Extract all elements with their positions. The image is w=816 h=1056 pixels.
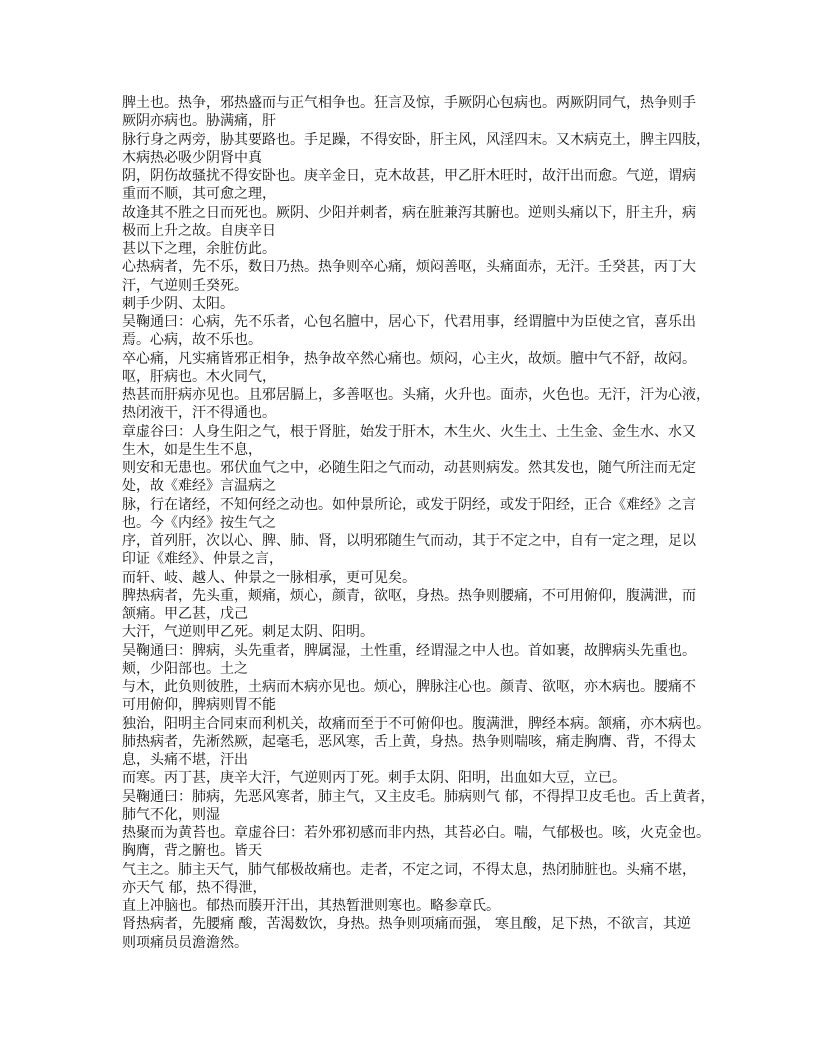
text-line: 热聚而为黄苔也。章虚谷曰：若外邪初感而非内热，其苔必白。喘，气郁极也。咳，火克金也。 xyxy=(122,825,710,841)
text-line: 卒心痛，凡实痛皆邪正相争，热争故卒然心痛也。烦闷，心主火，故烦。膻中气不舒，故闷。 xyxy=(122,350,696,367)
text-line: 亦天气 郁，热不得泄， xyxy=(122,879,267,896)
text-line: 可用俯仰，脾病则胃不能 xyxy=(122,697,276,714)
text-line: 序，首列肝，次以心、脾、肺、肾，以明邪随生气而动，其于不定之中，自有一定之理，足以 xyxy=(122,533,696,549)
text-line: 胸膺，背之腑也。皆天 xyxy=(122,843,262,860)
text-line: 热甚而肝病亦见也。且邪居膈上，多善呕也。头痛，火升也。面赤，火色也。无汗，汗为心液， xyxy=(122,387,710,403)
text-line: 肾热病者，先腰痛 酸，苦渴数饮，身热。热争则项痛而强， 寒且酸，足下热，不欲言，其逆 xyxy=(122,916,691,933)
document-body xyxy=(122,94,715,952)
text-line: 颊，少阳部也。土之 xyxy=(122,660,248,677)
text-line: 生木，如是生生不息， xyxy=(122,441,262,458)
text-line: 则安和无患也。邪伏血气之中，必随生阳之气而动，动甚则病发。然其发也，随气所注而无定 xyxy=(122,460,696,476)
text-line: 吴鞠通曰：心病，先不乐者，心包名膻中，居心下，代君用事，经谓膻中为臣使之官，喜乐出 xyxy=(122,314,696,330)
text-line: 汗，气逆则壬癸死。 xyxy=(122,277,248,294)
text-line: 脉，行在诸经，不知何经之动也。如仲景所论，或发于阴经，或发于阳经，正合《难经》之言 xyxy=(122,496,696,513)
text-line: 肺热病者，先淅然厥，起毫毛，恶风寒，舌上黄，身热。热争则喘咳，痛走胸膺、背，不得太 xyxy=(122,733,696,750)
text-line: 故逢其不胜之日而死也。厥阴、少阳并刺者，病在脏兼泻其腑也。逆则头痛以下，肝主升，病 xyxy=(122,204,696,221)
text-line: 重而不顺，其可愈之理， xyxy=(122,186,276,203)
text-line: 而轩、岐、越人、仲景之一脉相承，更可见矣。 xyxy=(122,569,416,586)
text-line: 肺气不化，则湿 xyxy=(122,806,220,823)
text-line: 阴，阴伤故骚扰不得安卧也。庚辛金日，克木故甚，甲乙肝木旺时，故汗出而愈。气逆，谓病 xyxy=(122,168,696,184)
text-line: 大汗，气逆则甲乙死。刺足太阴、阳明。 xyxy=(122,624,374,641)
text-line: 息，头痛不堪，汗出 xyxy=(122,752,248,768)
text-line: 印证《难经》、仲景之言， xyxy=(122,551,283,568)
text-line: 独治，阳明主合同束而利机关，故痛而至于不可俯仰也。腹满泄，脾经本病。颔痛，亦木病也。 xyxy=(122,715,710,732)
text-line: 则项痛员员澹澹然。 xyxy=(122,934,248,951)
text-line: 气主之。肺主天气，肺气郁极故痛也。走者，不定之词，不得太息，热闭肺脏也。头痛不堪， xyxy=(122,861,696,878)
text-line: 木病热必吸少阴肾中真 xyxy=(122,149,262,166)
text-line: 脾热病者，先头重，颊痛，烦心，颜青，欲呕，身热。热争则腰痛，不可用俯仰，腹满泄，而 xyxy=(122,587,696,604)
text-line: 也。今《内经》按生气之 xyxy=(122,514,276,531)
text-line: 脉行身之两旁，胁其要路也。手足躁，不得安卧，肝主风，风淫四末。又木病克土，脾主四肢， xyxy=(122,131,710,148)
text-line: 吴鞠通曰：肺病，先恶风寒者，肺主气，又主皮毛。肺病则气 郁，不得捍卫皮毛也。舌上黄者， xyxy=(122,788,715,805)
text-line: 与木，此负则彼胜，土病而木病亦见也。烦心，脾脉注心也。颜青、欲呕，亦木病也。腰痛不 xyxy=(122,679,696,695)
text-line: 章虚谷曰：人身生阳之气，根于肾脏，始发于肝木，木生火、火生土、土生金、金生水、水又 xyxy=(122,423,696,440)
text-line: 心热病者，先不乐，数日乃热。热争则卒心痛，烦闷善呕，头痛面赤，无汗。壬癸甚，丙丁大 xyxy=(122,259,696,276)
text-line: 热闭液干，汗不得通也。 xyxy=(122,405,276,422)
text-line: 颔痛。甲乙甚，戊己 xyxy=(122,606,248,622)
text-line: 极而上升之故。自庚辛日 xyxy=(122,222,276,239)
text-line: 处，故《难经》言温病之 xyxy=(122,478,276,495)
text-line: 脾土也。热争，邪热盛而与正气相争也。狂言及惊，手厥阴心包病也。两厥阴同气，热争则手 xyxy=(122,95,696,111)
text-line: 呕，肝病也。木火同气， xyxy=(122,368,276,385)
text-line: 吴鞠通曰：脾病，头先重者，脾属湿，土性重，经谓湿之中人也。首如裹，故脾病头先重也。 xyxy=(122,642,696,659)
text-line: 直上冲脑也。郁热而腠开汗出，其热暂泄则寒也。略参章氏。 xyxy=(122,898,500,914)
text-line: 焉。心病，故不乐也。 xyxy=(122,332,262,349)
text-line: 厥阴亦病也。胁满痛，肝 xyxy=(122,113,276,130)
text-line: 刺手少阴、太阳。 xyxy=(122,295,234,312)
text-line: 而寒。丙丁甚，庚辛大汗，气逆则丙丁死。刺手太阴、阳明，出血如大豆，立已。 xyxy=(122,770,626,787)
text-line: 甚以下之理，余脏仿此。 xyxy=(122,241,276,257)
